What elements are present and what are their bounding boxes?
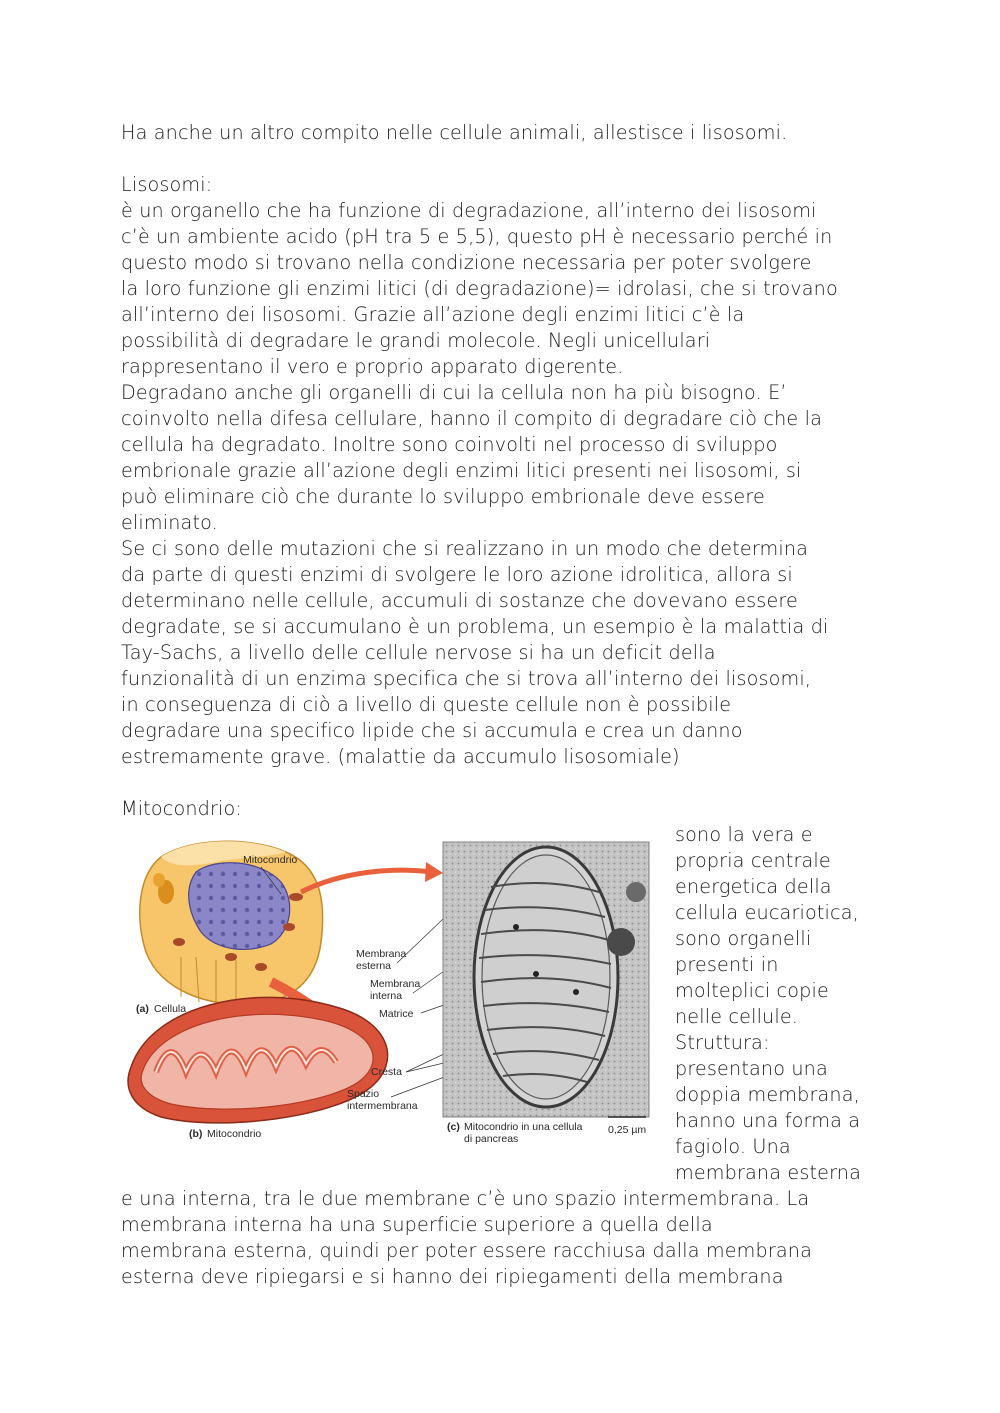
side-line: presenti in xyxy=(675,953,779,976)
intro-line: Ha anche un altro compito nelle cellule animali, allestisce i lisosomi. xyxy=(121,121,788,144)
caption-c-2: di pancreas xyxy=(464,1133,519,1145)
side-line: molteplici copie xyxy=(675,979,829,1002)
caption-c-1: Mitocondrio in una cellula xyxy=(464,1121,583,1133)
lisosomi-line: eliminato. xyxy=(121,511,218,534)
label-membrana-interna-1: Membrana xyxy=(370,978,421,990)
lisosomi-line: all’interno dei lisosomi. Grazie all’azione degli enzimi litici c’è la xyxy=(121,303,745,326)
lisosomi-line: funzionalità di un enzima specifica che si trova all’interno dei lisosomi, xyxy=(121,667,812,690)
label-membrana-interna-2: interna xyxy=(370,990,403,1002)
lisosomi-line: Tay-Sachs, a livello delle cellule nervose si ha un deficit della xyxy=(121,641,716,664)
scale-bar-label: 0,25 µm xyxy=(608,1124,647,1136)
side-line: fagiolo. Una xyxy=(675,1135,791,1158)
lisosomi-line: Se ci sono delle mutazioni che si realizzano in un modo che determina xyxy=(121,537,809,560)
lisosomi-line: c’è un ambiente acido (pH tra 5 e 5,5), questo pH è necessario perché in xyxy=(121,225,833,248)
lisosomi-line: può eliminare ciò che durante lo sviluppo embrionale deve essere xyxy=(121,485,765,508)
bottom-line: esterna deve ripiegarsi e si hanno dei ripiegamenti della membrana xyxy=(121,1265,784,1288)
label-mitocondrio: Mitocondrio xyxy=(243,854,298,866)
bottom-line: membrana interna ha una superficie superiore a quella della xyxy=(121,1213,713,1236)
lisosomi-heading: Lisosomi: xyxy=(121,173,213,196)
label-spazio-2: intermembrana xyxy=(347,1100,418,1112)
side-line: presentano una xyxy=(675,1057,828,1080)
lisosomi-line: possibilità di degradare le grandi molecole. Negli unicellulari xyxy=(121,329,711,352)
lisosomi-line: coinvolto nella difesa cellulare, hanno il compito di degradare ciò che la xyxy=(121,407,822,430)
lisosomi-line: degradate, se si accumulano è un problema, un esempio è la malattia di xyxy=(121,615,829,638)
caption-b: Mitocondrio xyxy=(207,1128,262,1140)
lisosomi-line: in conseguenza di ciò a livello di queste cellule non è possibile xyxy=(121,693,732,716)
lisosomi-line: cellula ha degradato. Inoltre sono coinvolti nel processo di sviluppo xyxy=(121,433,778,456)
lisosomi-line: degradare una specifico lipide che si accumula e crea un danno xyxy=(121,719,743,742)
side-line: energetica della xyxy=(675,875,832,898)
mitochondrion-illustration xyxy=(121,832,656,1152)
bottom-line: e una interna, tra le due membrane c’è uno spazio intermembrana. La xyxy=(121,1187,810,1210)
caption-c-letter: (c) xyxy=(447,1121,460,1133)
side-line: nelle cellule. xyxy=(675,1005,799,1028)
arrow-to-micrograph xyxy=(301,870,431,892)
side-line: membrana esterna xyxy=(675,1161,862,1184)
label-cresta: Cresta xyxy=(371,1066,402,1078)
side-line: propria centrale xyxy=(675,849,831,872)
lisosomi-line: embrionale grazie all’azione degli enzimi litici presenti nei lisosomi, si xyxy=(121,459,802,482)
lisosomi-line: rappresentano il vero e proprio apparato digerente. xyxy=(121,355,624,378)
micrograph xyxy=(443,842,649,1117)
lisosomi-line: determinano nelle cellule, accumuli di sostanze che dovevano essere xyxy=(121,589,798,612)
caption-b-letter: (b) xyxy=(189,1128,203,1140)
lisosomi-line: è un organello che ha funzione di degradazione, all’interno dei lisosomi xyxy=(121,199,817,222)
caption-a-letter: (a) xyxy=(136,1003,149,1015)
label-membrana-esterna-1: Membrana xyxy=(356,948,407,960)
side-line: cellula eucariotica, xyxy=(675,901,859,924)
label-matrice: Matrice xyxy=(379,1008,414,1020)
lisosomi-line: questo modo si trovano nella condizione necessaria per poter svolgere xyxy=(121,251,812,274)
caption-a: Cellula xyxy=(154,1003,187,1015)
lisosomi-line: Degradano anche gli organelli di cui la cellula non ha più bisogno. E’ xyxy=(121,381,787,404)
lisosomi-line: da parte di questi enzimi di svolgere le loro azione idrolitica, allora si xyxy=(121,563,793,586)
label-membrana-esterna-2: esterna xyxy=(356,960,392,972)
side-line: sono la vera e xyxy=(675,823,813,846)
mitocondrio-heading: Mitocondrio: xyxy=(121,797,243,820)
lisosomi-line: estremamente grave. (malattie da accumulo lisosomiale) xyxy=(121,745,680,768)
side-line: hanno una forma a xyxy=(675,1109,861,1132)
mitochondrion-figure xyxy=(121,832,656,1152)
lisosomi-line: la loro funzione gli enzimi litici (di degradazione)= idrolasi, che si trovano xyxy=(121,277,838,300)
side-line: Struttura: xyxy=(675,1031,770,1054)
side-line: doppia membrana, xyxy=(675,1083,860,1106)
label-spazio-1: Spazio xyxy=(347,1088,380,1100)
bottom-line: membrana esterna, quindi per poter essere racchiusa dalla membrana xyxy=(121,1239,812,1262)
side-line: sono organelli xyxy=(675,927,812,950)
